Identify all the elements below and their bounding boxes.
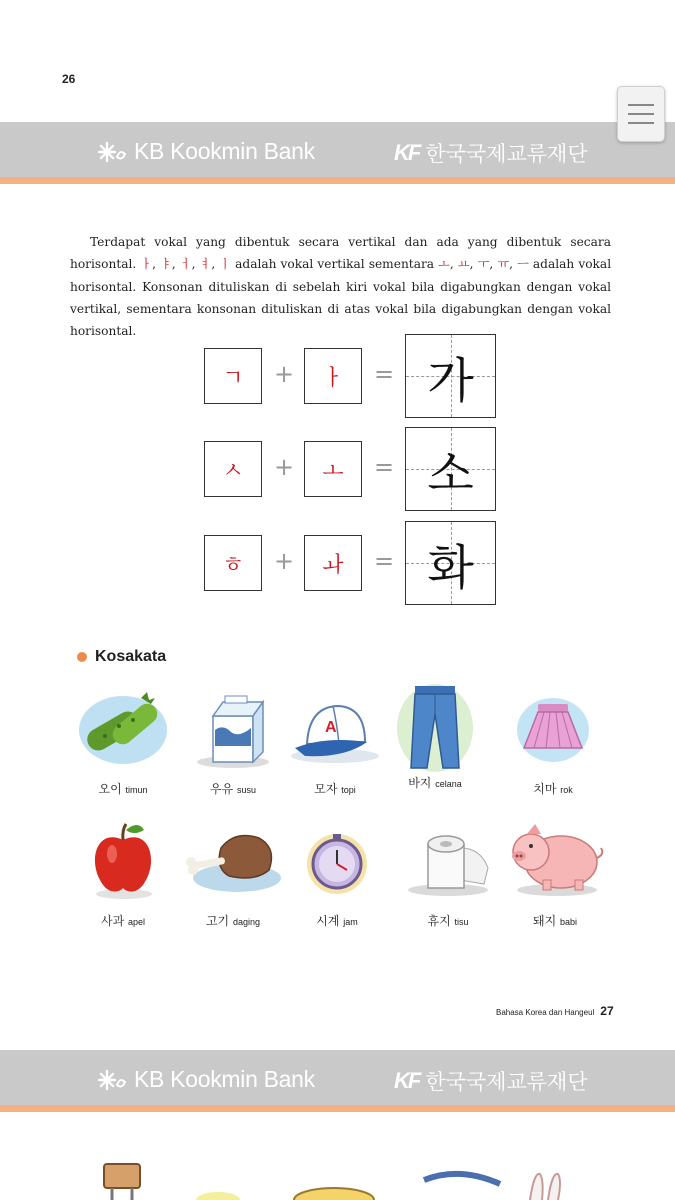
vowel-explanation-paragraph: Terdapat vokal yang dibentuk secara vertikal dan ada yang dibentuk secara horisontal. ㅏ, ㅑ, ㅓ, ㅕ, ㅣ adalah vokal vertikal sementara ㅗ, ㅛ, ㅜ, ㅠ, ㅡ adalah vokal horisontal. Konsonan dituliskan di sebelah kiri vokal bila digabungkan dengan vokal vertikal, sementara konsonan dituliskan di atas vokal bila digabungkan dengan vokal horisontal. — [70, 235, 612, 339]
page-number-top: 26 — [62, 72, 76, 86]
kosakata-title: Kosakata — [95, 648, 167, 665]
vocab-korean: 모자 — [314, 782, 338, 796]
vocab-korean: 오이 — [98, 782, 122, 796]
hamburger-menu-icon — [628, 104, 654, 106]
cucumber-icon — [68, 684, 178, 772]
vocab-korean: 휴지 — [427, 914, 451, 928]
vowel-box: ㅗ — [304, 441, 362, 497]
equals-sign: = — [373, 453, 395, 481]
vocab-korean: 바지 — [408, 776, 432, 790]
kb-logo — [98, 1066, 315, 1093]
kf-logo-mark: KF — [394, 140, 420, 165]
sponsor-banner — [0, 122, 675, 184]
kf-logo — [394, 1066, 588, 1096]
vocab-item — [380, 678, 490, 791]
vocab-korean: 사과 — [100, 914, 125, 928]
book-title: Bahasa Korea dan Hangeul — [496, 1008, 595, 1017]
vocab-meaning: daging — [232, 917, 261, 927]
menu-button[interactable] — [617, 86, 665, 142]
kb-star-icon — [98, 1069, 128, 1091]
vocab-item — [393, 816, 503, 929]
result-syllable: 가 — [427, 352, 474, 409]
kb-logo — [98, 138, 315, 165]
kf-foundation-name: 한국국제교류재단 — [425, 1070, 588, 1094]
vocab-meaning: apel — [128, 917, 146, 927]
kosakata-heading — [77, 648, 166, 666]
vocab-item — [68, 816, 178, 929]
kf-logo — [394, 138, 588, 168]
page-number-bottom: 27 — [600, 1004, 614, 1018]
vocab-meaning: topi — [341, 785, 356, 795]
banner-accent-strip — [0, 1105, 675, 1112]
page-footer — [496, 1004, 614, 1018]
tissue-roll-icon — [393, 816, 503, 904]
result-syllable: 화 — [427, 539, 474, 596]
bullet-dot-icon — [77, 652, 87, 662]
vocab-meaning: celana — [435, 779, 462, 789]
result-syllable: 소 — [427, 445, 474, 502]
plus-sign: + — [273, 453, 295, 481]
hamburger-line — [628, 113, 654, 115]
vocab-meaning: timun — [125, 785, 148, 795]
vocab-meaning: babi — [560, 917, 578, 927]
consonant-box: ㅎ — [204, 535, 262, 591]
vocab-korean: 고기 — [205, 914, 230, 928]
result-syllable-box — [405, 334, 496, 418]
vocab-korean: 치마 — [533, 782, 557, 796]
hamburger-line — [628, 122, 654, 124]
equals-sign: = — [373, 547, 395, 575]
syllable-equation — [204, 334, 496, 418]
plus-sign: + — [273, 360, 295, 388]
syllable-equation — [204, 521, 496, 605]
result-syllable-box — [405, 427, 496, 511]
vocab-item — [178, 684, 288, 797]
kb-bank-name: KB Kookmin Bank — [134, 138, 315, 164]
vocab-korean: 돼지 — [532, 914, 557, 928]
meat-icon — [178, 816, 288, 904]
skirt-icon — [498, 684, 608, 772]
vocab-item — [68, 684, 178, 797]
kb-bank-name: KB Kookmin Bank — [134, 1066, 315, 1092]
consonant-box: ㄱ — [204, 348, 262, 404]
jeans-icon — [380, 678, 490, 772]
syllable-equation — [204, 427, 496, 511]
vowel-box: ㅏ — [304, 348, 362, 404]
cap-icon — [280, 684, 390, 772]
apple-icon — [68, 816, 178, 904]
vocab-item — [178, 816, 288, 929]
vocab-meaning: jam — [343, 917, 358, 927]
vocab-korean: 시계 — [316, 914, 340, 928]
plus-sign: + — [273, 547, 295, 575]
sponsor-banner — [0, 1050, 675, 1112]
vocab-item — [498, 684, 608, 797]
partial-illustrations-icon — [0, 1150, 675, 1200]
vowel-box: ㅘ — [304, 535, 362, 591]
kb-star-icon — [98, 141, 128, 163]
consonant-box: ㅅ — [204, 441, 262, 497]
equals-sign: = — [373, 360, 395, 388]
clock-icon — [282, 816, 392, 904]
vocab-korean: 우유 — [209, 782, 234, 796]
vocab-item — [282, 816, 392, 929]
kf-foundation-name: 한국국제교류재단 — [425, 142, 588, 166]
milk-carton-icon — [178, 684, 288, 772]
vocab-meaning: tisu — [454, 917, 469, 927]
vocab-meaning: susu — [237, 785, 257, 795]
vocab-item — [500, 816, 610, 929]
svg-text:A: A — [325, 719, 337, 736]
vocab-item — [280, 684, 390, 797]
next-page-illustrations — [0, 1150, 675, 1200]
banner-accent-strip — [0, 177, 675, 184]
result-syllable-box — [405, 521, 496, 605]
pig-icon — [500, 816, 610, 904]
vocab-meaning: rok — [560, 785, 573, 795]
kf-logo-mark: KF — [394, 1068, 420, 1093]
